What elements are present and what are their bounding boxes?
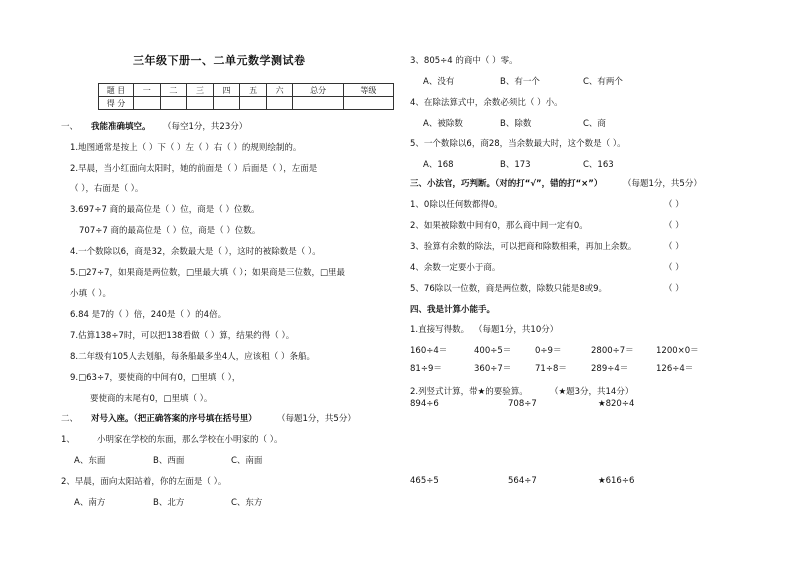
question-line: 6.84 是7的（ ）倍，240是（ ）的4倍。 — [70, 310, 227, 320]
score-header-cell: 三 — [187, 84, 214, 97]
oral-note: （每题1分，共10分） — [474, 325, 559, 335]
score-header-cell: 五 — [240, 84, 267, 97]
score-header-cell: 一 — [134, 84, 161, 97]
section-2-title: 对号入座。（把正确答案的序号填在括号里） — [91, 414, 257, 424]
question-line: 小明家在学校的东面，那么学校在小明家的（ ）。 — [97, 435, 283, 445]
option: B、有一个 — [500, 77, 540, 87]
judge-item: 2、如果被除数中间有0，那么商中间一定有0。 — [410, 221, 588, 231]
oral-item: 360÷7＝ — [474, 364, 512, 374]
option: A、168 — [423, 160, 454, 170]
vertical-calc-item: 894÷6 — [410, 399, 439, 409]
score-cell[interactable] — [213, 97, 240, 110]
vertical-calc-item: ★616÷6 — [598, 476, 635, 486]
option: A、被除数 — [423, 119, 463, 129]
question-line: 8.二年级有105人去划船，每条船最多坐4人，应该租（ ）条船。 — [70, 352, 315, 362]
score-cell[interactable] — [343, 97, 393, 110]
judge-answer[interactable]: （ ） — [664, 242, 684, 252]
score-row-label: 得 分 — [99, 97, 134, 110]
question-line: 707÷7 商的最高位是（ ）位，商是（ ）位数。 — [79, 226, 261, 236]
option: C、163 — [583, 160, 614, 170]
option: B、北方 — [153, 498, 185, 508]
score-header-cell: 六 — [266, 84, 293, 97]
option: B、173 — [500, 160, 531, 170]
question-line: 4、在除法算式中，余数必须比（ ）小。 — [410, 98, 563, 108]
oral-item: 160÷4＝ — [410, 346, 448, 356]
score-header-cell: 四 — [213, 84, 240, 97]
oral-title: 1.直接写得数。 — [410, 325, 470, 335]
section-2-number: 二、 — [61, 414, 79, 424]
page-title: 三年级下册一、二单元数学测试卷 — [133, 54, 306, 67]
vertical-calc-item: 465÷5 — [410, 476, 439, 486]
option: C、有两个 — [583, 77, 623, 87]
question-line: 7.估算138÷7时，可以把138看做（ ）算，结果约得（ ）。 — [70, 331, 295, 341]
section-2-note: （每题1分，共5分） — [277, 414, 356, 424]
vertical-calc-item: 708÷7 — [508, 399, 537, 409]
score-cell[interactable] — [266, 97, 293, 110]
judge-answer[interactable]: （ ） — [664, 200, 684, 210]
option: A、南方 — [74, 498, 106, 508]
oral-item: 0÷9＝ — [535, 346, 562, 356]
vertical-calc-title: 2.列竖式计算，带★的要验算。 — [410, 387, 528, 397]
score-cell[interactable] — [187, 97, 214, 110]
option: A、东面 — [74, 456, 106, 466]
score-table — [98, 83, 394, 110]
section-1-note: （每空1分，共23分） — [163, 122, 248, 132]
score-value-row — [99, 97, 394, 110]
score-header-cell: 等级 — [343, 84, 393, 97]
score-header-cell: 题 目 — [99, 84, 134, 97]
score-cell[interactable] — [240, 97, 267, 110]
oral-item: 289÷4＝ — [591, 364, 629, 374]
judge-answer[interactable]: （ ） — [664, 221, 684, 231]
question-line: 1.地图通常是按上（ ）下（ ）左（ ）右（ ）的规则绘制的。 — [70, 143, 302, 153]
score-cell[interactable] — [293, 97, 343, 110]
score-cell[interactable] — [160, 97, 187, 110]
option: B、西面 — [153, 456, 185, 466]
score-cell[interactable] — [134, 97, 161, 110]
question-line: 3、805÷4 的商中（ ）零。 — [410, 56, 518, 66]
vertical-calc-note: （★题3分，共14分） — [550, 387, 634, 397]
judge-item: 4、余数一定要小于商。 — [410, 263, 501, 273]
question-line: 5、一个数除以6，商28，当余数最大时，这个数是（ ）。 — [410, 139, 626, 149]
oral-item: 81÷9＝ — [410, 364, 442, 374]
section-3-note: （每题1分，共5分） — [623, 179, 702, 189]
vertical-calc-item: ★820÷4 — [598, 399, 635, 409]
section-3-title: 三、小法官，巧判断。（对的打“√”，错的打“×”） — [410, 179, 603, 189]
option: B、除数 — [500, 119, 532, 129]
option: C、东方 — [231, 498, 263, 508]
question-line: 5.□27÷7，如果商是两位数，□里最大填（ ）；如果商是三位数，□里最 — [70, 268, 346, 278]
option: C、商 — [583, 119, 606, 129]
judge-item: 1、0除以任何数都得0。 — [410, 200, 503, 210]
judge-answer[interactable]: （ ） — [664, 284, 684, 294]
option: C、南面 — [231, 456, 263, 466]
question-line: 2、早晨，面向太阳站着，你的左面是（ ）。 — [61, 477, 227, 487]
section-4-title: 四、我是计算小能手。 — [410, 305, 496, 315]
oral-item: 2800÷7＝ — [591, 346, 634, 356]
question-line: 小填（ ）。 — [70, 289, 111, 299]
score-header-row — [99, 84, 394, 97]
oral-item: 1200×0＝ — [656, 346, 699, 356]
judge-item: 3、验算有余数的除法，可以把商和除数相乘，再加上余数。 — [410, 242, 637, 252]
question-number: 1、 — [61, 435, 75, 445]
question-line: （ ），右面是（ ）。 — [70, 184, 144, 194]
question-line: 9.□63÷7，要使商的中间有0，□里填（ ）， — [70, 373, 241, 383]
option: A、没有 — [423, 77, 455, 87]
score-header-cell: 二 — [160, 84, 187, 97]
question-line: 2.早晨，当小红面向太阳时，她的前面是（ ）后面是（ ），左面是 — [70, 164, 318, 174]
section-1-title: 我能准确填空。 — [91, 122, 151, 132]
oral-item: 126÷4＝ — [656, 364, 694, 374]
oral-item: 71÷8＝ — [535, 364, 567, 374]
vertical-calc-item: 564÷7 — [508, 476, 537, 486]
question-line: 3.697÷7 商的最高位是（ ）位，商是（ ）位数。 — [70, 205, 260, 215]
question-line: 4.一个数除以6，商是32，余数最大是（ ），这时的被除数是（ ）。 — [70, 247, 321, 257]
score-header-cell: 总分 — [293, 84, 343, 97]
judge-answer[interactable]: （ ） — [664, 263, 684, 273]
oral-item: 400÷5＝ — [474, 346, 512, 356]
judge-item: 5、76除以一位数，商是两位数，除数只能是8或9。 — [410, 284, 608, 294]
question-line: 要使商的末尾有0，□里填（ ）。 — [90, 394, 213, 404]
section-1-number: 一、 — [61, 122, 79, 132]
